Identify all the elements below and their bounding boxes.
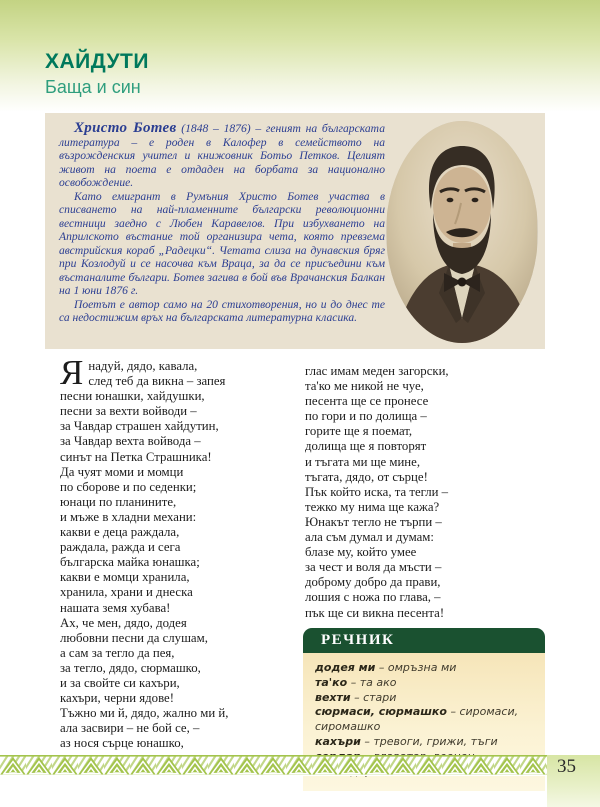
glossary-term: вехти: [315, 690, 351, 704]
poem-line: и тъгата ми ще мине,: [305, 454, 421, 469]
poem-line: нашата земя хубава!: [60, 600, 171, 615]
poem-line: Да чуят моми и момци: [60, 464, 184, 479]
biography-text: [59, 122, 385, 325]
biography-intro: (1848 – 1876) – геният на българската литература – е роден в Калофер в семейството на възрожденския учител и книжовник Ботьо Петков. Целият живот на поета е отдаден на борбата за национално освобождение.: [59, 122, 385, 189]
author-name: Христо Ботев: [74, 120, 177, 136]
glossary-term: додея ми: [315, 661, 376, 674]
poem-line: ала съм думал и думам:: [305, 530, 434, 545]
poem-line: кахъри, черни ядове!: [60, 691, 174, 706]
poem-column-right: [305, 364, 545, 621]
page-title: ХАЙДУТИ: [45, 50, 149, 73]
glossary-entry: [315, 676, 535, 691]
page-number: 35: [557, 756, 576, 777]
page-number-strip: [547, 755, 600, 807]
poem-column-left: [60, 353, 295, 751]
poem-line: и мъже в хладни механи:: [60, 509, 197, 524]
poem-line: аз нося сърце юнашко,: [60, 736, 184, 751]
glossary-term: кахъри: [315, 734, 361, 748]
poem-line: за тегло, дядо, сюрмашко,: [60, 660, 201, 675]
poem-line: за чест и воля да мъсти –: [305, 560, 442, 575]
poem-line: след теб да викна – запея: [88, 374, 226, 389]
poem-line: юнаци по планините,: [60, 494, 177, 509]
glossary-entry: [315, 705, 535, 735]
portrait-illustration: [386, 121, 538, 343]
poem-line: горите ще я поемат,: [305, 424, 413, 439]
poem-line: синът на Петка Страшника!: [60, 449, 212, 464]
glossary-entry: [315, 661, 535, 676]
poem-line: по гори и по долища –: [305, 409, 427, 424]
page-subtitle: Баща и син: [45, 77, 141, 97]
poem-line: какви е момци хранила,: [60, 570, 190, 585]
glossary-definition: – та ако: [350, 675, 397, 689]
folk-pattern-border: [0, 755, 547, 776]
poem-line: Ах, че мен, дядо, додея: [60, 615, 187, 630]
poem-line: Пък който иска, та тегли –: [305, 484, 449, 499]
folk-pattern-graphic: [0, 755, 547, 776]
poem-line: лошия с ножа по глава, –: [305, 590, 441, 605]
poem-line: българска майка юнашка;: [60, 555, 200, 570]
poem-line: песента ще се пронесе: [305, 394, 429, 409]
poem-line: доброму добро да прави,: [305, 575, 441, 590]
glossary-definition: – сиромаси, сиромашко: [315, 705, 519, 734]
glossary-definition: – стари: [354, 690, 397, 704]
biography-box: [45, 113, 545, 349]
glossary-entry: [315, 735, 535, 750]
poem-line: за Чавдар вехта войвода –: [60, 434, 201, 449]
glossary-title: РЕЧНИК: [303, 628, 545, 653]
biography-paragraph-3: Поетът е автор само на 20 стихотворения, но и до днес те са недостижим връх на българската литературна класика.: [59, 297, 385, 324]
poem-line: тежко му нима ще кажа?: [305, 499, 440, 514]
poem-line: любовни песни да слушам,: [60, 630, 208, 645]
glossary-term: сюрмаси, сюрмашко: [315, 705, 447, 719]
poem-line: пък ще си викна песента!: [305, 605, 445, 620]
poem-lines-left: [60, 374, 295, 751]
biography-paragraph-2: Като емигрант в Румъния Христо Ботев участва в списването на най-пламенните български революционни вестници заедно с Любен Каравелов. При избухването на Априлското въстание той организира чета, която превзема австрийския кораб „Радецки“. Четата слиза на дунавския бряг при Козлодуй и се насочва към Враца, за да се присъедини към въстаналите българи. Ботев загива в бой във Врачанския Балкан на 1 юни 1876 г.: [59, 189, 385, 297]
poem-dropcap: Я: [60, 353, 84, 392]
glossary-definition: – омръзна ми: [378, 661, 457, 674]
poem-line: та'ко ме никой не чуе,: [305, 379, 424, 394]
poem-line: надуй, дядо, кавала,: [88, 359, 198, 373]
poem-line: Юнакът тегло не търпи –: [305, 514, 442, 529]
poem-line: по сборове и по седенки;: [60, 479, 197, 494]
glossary-entry: [315, 691, 535, 706]
poem-line: раждала, ражда и сега: [60, 540, 181, 555]
glossary-term: та'ко: [315, 675, 348, 689]
glossary-definition: – тревоги, грижи, тъги: [364, 734, 498, 748]
poem-line: и за свойте си кахъри,: [60, 675, 180, 690]
poem-line: Тъжно ми й, дядо, жално ми й,: [60, 706, 229, 721]
poem-line: хранила, храни и днеска: [60, 585, 193, 600]
poem-line: песни за вехти войводи –: [60, 404, 197, 419]
biography-paragraph-1: [59, 122, 385, 190]
poem-line: глас имам меден загорски,: [305, 364, 449, 378]
poem-line: песни юнашки, хайдушки,: [60, 389, 205, 404]
poem-line: долища ще я повторят: [305, 439, 427, 454]
poem-line: ала засвири – не бой се, –: [60, 721, 200, 736]
botev-portrait-photo: [386, 121, 538, 343]
poem-line: за Чавдар страшен хайдутин,: [60, 419, 219, 434]
poem-line: а сам за тегло да пея,: [60, 645, 175, 660]
poem-line: какви е деца раждала,: [60, 525, 180, 540]
poem-line: блазе му, който умее: [305, 545, 417, 560]
poem-line: тъгата, дядо, от сърце!: [305, 469, 428, 484]
